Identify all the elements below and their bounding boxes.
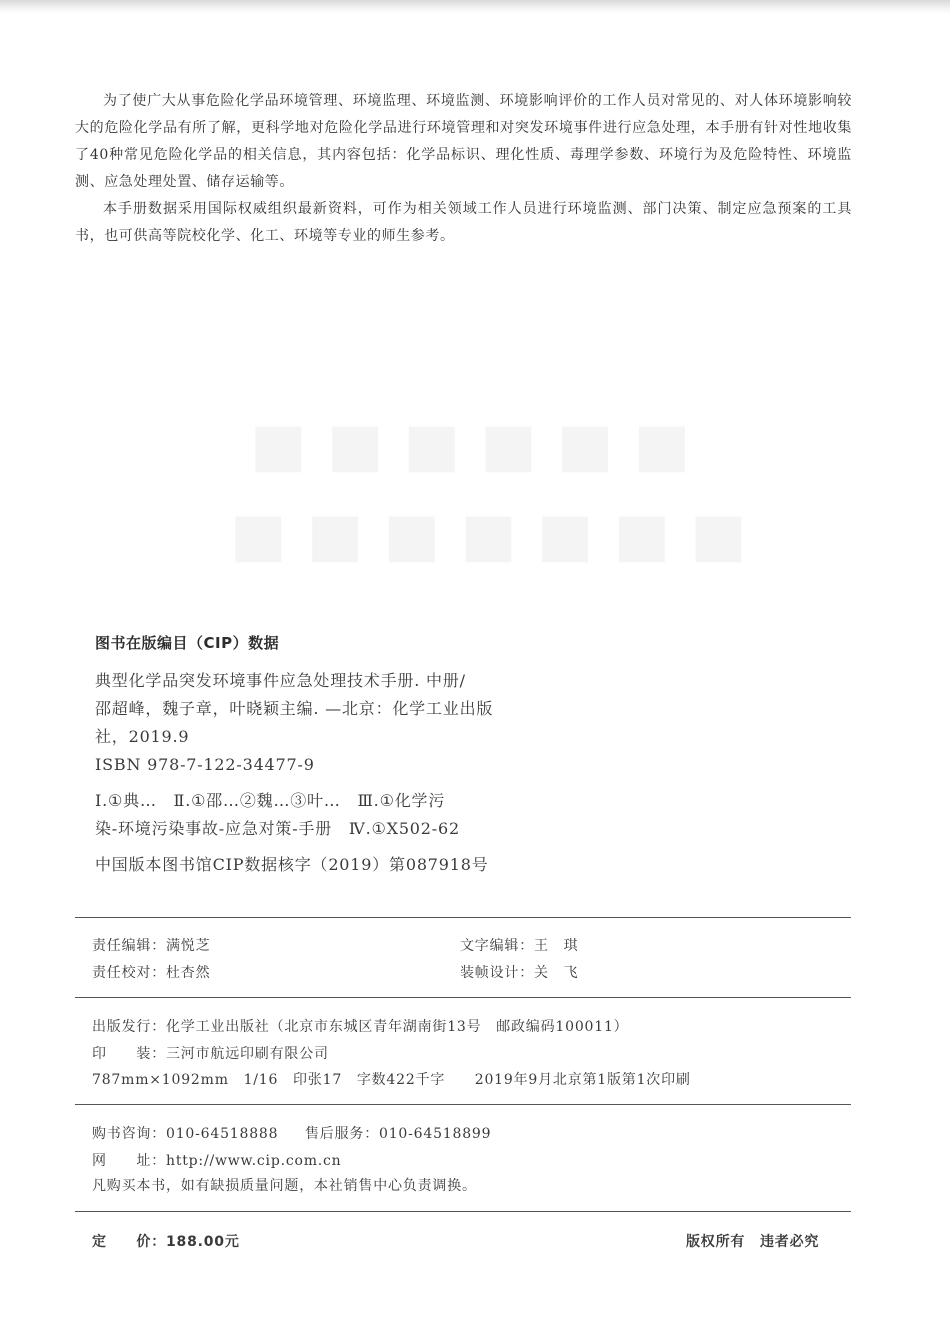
after-sales-service: 售后服务：010-64518899 xyxy=(305,1126,492,1142)
price: 定 价：188.00元 xyxy=(92,1234,240,1250)
cip-entry-line: 社，2019.9 xyxy=(95,727,190,746)
website: 网 址：http://www.cip.com.cn xyxy=(92,1153,342,1169)
copyright-notice: 版权所有 违者必究 xyxy=(686,1234,820,1250)
purchase-inquiry: 购书咨询：010-64518888 xyxy=(92,1126,279,1142)
divider xyxy=(75,997,851,998)
isbn: ISBN 978-7-122-34477-9 xyxy=(95,755,315,774)
publisher-info: 出版发行：化学工业出版社（北京市东城区青年湖南街13号 邮政编码100011） xyxy=(92,1019,629,1035)
cip-classification xyxy=(95,787,565,843)
cip-record-number: 中国版本图书馆CIP数据核字（2019）第087918号 xyxy=(95,855,489,874)
replacement-notice: 凡购买本书，如有缺损质量问题，本社销售中心负责调换。 xyxy=(92,1178,477,1194)
cip-entry-line: 典型化学品突发环境事件应急处理技术手册. 中册/ xyxy=(95,671,466,690)
cip-bibliographic-entry xyxy=(95,667,565,751)
proofreader: 责任校对：杜杏然 xyxy=(92,965,211,981)
divider xyxy=(75,917,851,918)
cip-class-line: Ⅰ.①典… Ⅱ.①邵…②魏…③叶… Ⅲ.①化学污 xyxy=(95,791,446,810)
cip-data-block xyxy=(95,632,565,879)
cover-designer: 装帧设计：关 飞 xyxy=(460,965,579,981)
show-through-watermark: ■■■■■■ ■■■■■■■ xyxy=(230,410,767,570)
scan-top-edge xyxy=(0,0,950,14)
intro-paragraph-2: 本手册数据采用国际权威组织最新资料，可作为相关领域工作人员进行环境监测、部门决策、制定应急预案的工具书，也可供高等院校化学、化工、环境等专业的师生参考。 xyxy=(75,201,852,244)
cip-entry-line: 邵超峰，魏子章，叶晓颖主编. —北京：化学工业出版 xyxy=(95,699,494,718)
print-specs: 787mm×1092mm 1/16 印张17 字数422千字 2019年9月北京第1版第1次印刷 xyxy=(92,1072,691,1088)
responsible-editor: 责任编辑：满悦芝 xyxy=(92,938,211,954)
cip-class-line: 染-环境污染事故-应急对策-手册 Ⅳ.①X502-62 xyxy=(95,819,460,838)
printer-info: 印 装：三河市航远印刷有限公司 xyxy=(92,1046,329,1062)
intro-paragraph-1: 为了使广大从事危险化学品环境管理、环境监理、环境监测、环境影响评价的工作人员对常见的、对人体环境影响较大的危险化学品有所了解，更科学地对危险化学品进行环境管理和对突发环境事件进行应急处理，本手册有针对性地收集了40种常见危险化学品的相关信息，其内容包括：化学品标识、理化性质、毒理学参数、环境行为及危险特性、环境监测、应急处理处置、储存运输等。 xyxy=(75,93,852,190)
divider xyxy=(75,1104,851,1105)
cip-heading: 图书在版编目（CIP）数据 xyxy=(95,634,280,652)
text-editor: 文字编辑：王 琪 xyxy=(460,938,579,954)
book-introduction xyxy=(75,88,852,250)
divider xyxy=(75,1211,851,1212)
